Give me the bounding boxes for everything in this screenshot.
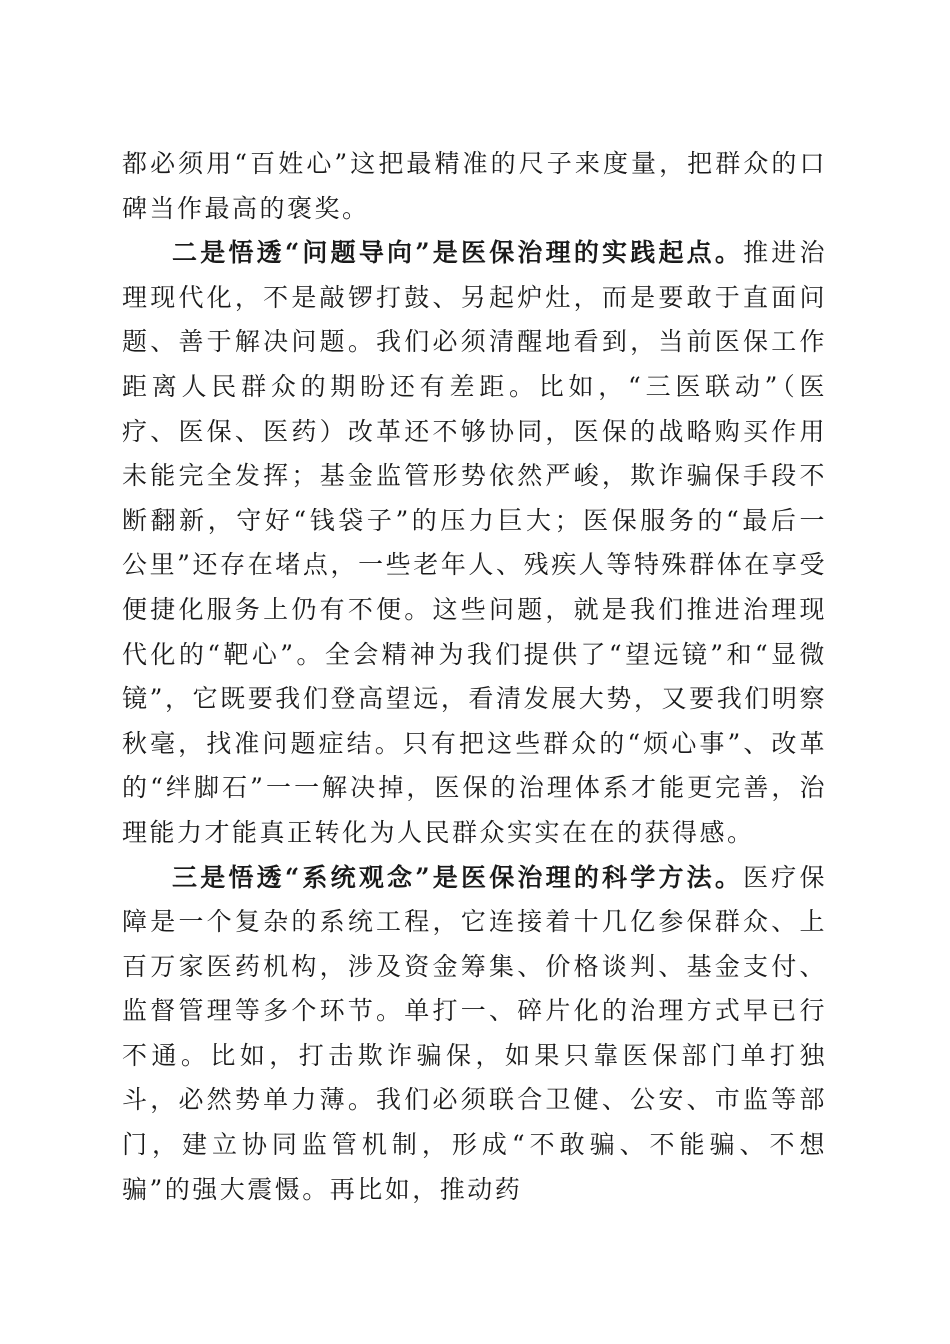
paragraph-continuation: [122, 142, 827, 231]
paragraph-body: 医疗保障是一个复杂的系统工程，它连接着十几亿参保群众、上百万家医药机构，涉及资金筹集、价格谈判、基金支付、监督管理等多个环节。单打一、碎片化的治理方式早已行不通。比如，打击欺诈骗保，如果只靠医保部门单打独斗，必然势单力薄。我们必须联合卫健、公安、市监等部门，建立协同监管机制，形成“不敢骗、不能骗、不想骗”的强大震慑。再比如，推动药: [122, 862, 827, 1204]
paragraph-body: 推进治理现代化，不是敲锣打鼓、另起炉灶，而是要敢于直面问题、善于解决问题。我们必须清醒地看到，当前医保工作距离人民群众的期盼还有差距。比如，“三医联动”（医疗、医保、医药）改革还不够协同，医保的战略购买作用未能完全发挥；基金监管形势依然严峻，欺诈骗保手段不断翻新，守好“钱袋子”的压力巨大；医保服务的“最后一公里”还存在堵点，一些老年人、残疾人等特殊群体在享受便捷化服务上仍有不便。这些问题，就是我们推进治理现代化的“靶心”。全会精神为我们提供了“望远镜”和“显微镜”，它既要我们登高望远，看清发展大势，又要我们明察秋毫，找准问题症结。只有把这些群众的“烦心事”、改革的“绊脚石”一一解决掉，医保的治理体系才能更完善，治理能力才能真正转化为人民群众实实在在的获得感。: [122, 238, 827, 847]
paragraph-lead-heading: 三是悟透“系统观念”是医保治理的科学方法。: [172, 862, 744, 892]
paragraph-body: 都必须用“百姓心”这把最精准的尺子来度量，把群众的口碑当作最高的褒奖。: [122, 149, 827, 223]
paragraph-problem-orientation: [122, 231, 827, 855]
paragraph-system-concept: [122, 856, 827, 1213]
document-body: [122, 142, 827, 1212]
paragraph-lead-heading: 二是悟透“问题导向”是医保治理的实践起点。: [172, 238, 744, 268]
